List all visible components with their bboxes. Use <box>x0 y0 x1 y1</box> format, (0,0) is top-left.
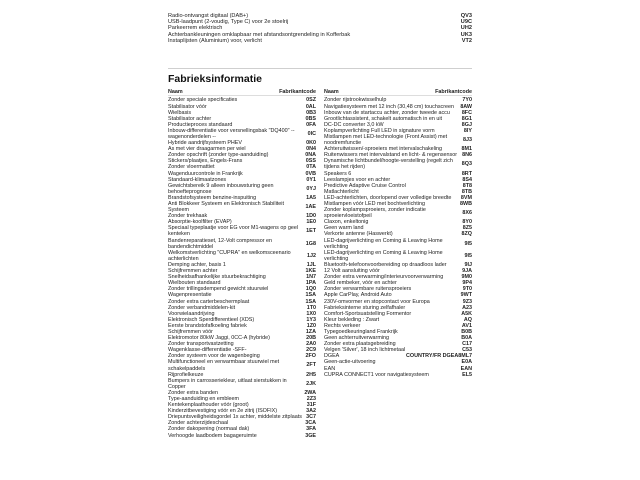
item-code: 0K0 <box>306 140 316 147</box>
item-name: Zonder dakopening (normaal dak) <box>168 426 250 433</box>
item-code: 9T0 <box>462 286 472 293</box>
item-name: Geen warm land <box>324 225 364 232</box>
item-name: Mistlampen met LED-technologie (Front Assist) met noodremfunctie <box>324 133 448 147</box>
item-code: 2FO <box>305 353 316 360</box>
item-code: 8TB <box>461 188 472 195</box>
item-name: Zonder extra plaatsgebreiding <box>324 341 396 348</box>
item-name: Inbouw-differentiatie voor versnellingsbak "DQ400" -- wagenonderdelen -- <box>168 127 295 140</box>
item-code: 0VB <box>305 170 316 177</box>
item-name: Zonder trillingsdempend gewicht stuurwiel <box>168 286 269 293</box>
item-name: Productieproces standaard <box>168 121 233 128</box>
item-name: Matlachterlicht <box>324 188 359 195</box>
item-name: Parkeerrem elektrisch <box>168 25 223 32</box>
table-row <box>324 158 472 170</box>
item-code: 3GE <box>305 432 316 439</box>
item-name: Verkorte antenne (Haswerkt) <box>324 231 393 238</box>
item-name: Anti Blokkeer Systeem en Elektronisch Stabiliteit Systeem <box>168 201 284 214</box>
item-name: Koplampverlichting Full LED in signature vorm <box>324 127 435 134</box>
item-name: Zonder achterzijdeschaal <box>168 420 229 427</box>
column-header <box>168 89 316 96</box>
item-code: 8J3 <box>463 137 472 144</box>
item-name: Kleur bekleding : Zwart <box>324 316 380 323</box>
table-row <box>324 207 472 219</box>
item-code: 1Y3 <box>306 316 316 323</box>
item-name: EAN <box>324 365 336 372</box>
item-code: 1ET <box>306 228 316 235</box>
item-name: Zonder systeem voor de wagenbeging <box>168 353 260 360</box>
item-name: Ruitenwissers met intervalstand en licht- & regensensor <box>324 152 458 159</box>
item-code: 2FT <box>306 362 316 369</box>
item-name: Zonder transportvastzetting <box>168 341 234 348</box>
item-code: 8M1 <box>461 146 472 153</box>
item-name: Elektronisch Sperdifferentieel (XDS) <box>168 316 255 323</box>
item-name: Driepuntsveiligheidsgordel 1x achter, middelste zitplaats <box>168 414 302 421</box>
item-code: 8Y0 <box>462 219 472 226</box>
section-title: Fabrieksinformatie <box>168 73 262 85</box>
item-code: 8N6 <box>462 152 472 159</box>
item-code: AV1 <box>461 322 472 329</box>
table-row <box>168 128 316 140</box>
item-code: 0Y1 <box>306 176 316 183</box>
item-name: Elektromotor 80kW Jaggi, 0CC-A (hybride) <box>168 335 270 342</box>
item-code: 8Q3 <box>461 161 472 168</box>
item-code: 1E0 <box>306 219 316 226</box>
item-code: UK3 <box>460 31 472 38</box>
item-name: Speakers 6 <box>324 170 352 177</box>
table-row <box>168 250 316 262</box>
factory-info-table <box>168 89 472 439</box>
item-name: Zonder opschrift (zonder type-aanduiding) <box>168 152 269 159</box>
top-feature-list <box>168 13 472 44</box>
table-row <box>168 238 316 250</box>
item-name: Stabilisator achter <box>168 115 212 122</box>
table-row <box>168 378 316 390</box>
item-name: Zonder verwarmbare ruitensproeiers <box>324 286 412 293</box>
item-code: 8RT <box>461 170 472 177</box>
item-code: 2Z3 <box>306 396 316 402</box>
item-code: 0B3 <box>306 109 316 116</box>
item-name: Standaard-klimaatzones <box>168 176 227 183</box>
left-rows <box>168 97 316 438</box>
table-row <box>168 38 472 44</box>
item-name: DC-DC converter 3,0 kW <box>324 121 384 128</box>
table-row <box>324 372 472 378</box>
item-name: Comfort-Sportsuatstelling Formentor <box>324 310 412 317</box>
item-name: Gewichtsbereik 9 alleen inbouwsturing geen behoefteprognose <box>168 182 274 195</box>
item-code: 9JA <box>462 268 472 275</box>
table-row <box>168 225 316 237</box>
item-name: DGEA <box>324 353 340 360</box>
item-code: 8GJ <box>461 121 472 128</box>
item-code: EL5 <box>462 371 472 378</box>
table-row <box>168 183 316 195</box>
item-name: Welkomstverlichting "CUPRA" en welkomsceenario achterlichten <box>168 249 291 262</box>
item-name: Demping achter, basis 1 <box>168 261 226 268</box>
right-rows <box>324 97 472 377</box>
header-name: Naam <box>324 89 339 95</box>
item-code: 9WT <box>460 292 472 299</box>
column-header <box>324 89 472 96</box>
item-name: Rechts verkeer <box>324 322 361 329</box>
item-code: 1J2 <box>307 252 316 259</box>
item-name: As met vier draagarmen per wiel <box>168 146 246 153</box>
item-code: 8AW <box>460 103 472 110</box>
item-code: 0FA <box>306 121 316 128</box>
item-code: 2C9 <box>306 347 316 354</box>
item-code: 3CA <box>305 420 316 427</box>
section-divider <box>168 68 472 69</box>
item-name: Type-aanduiding en embleem <box>168 396 240 402</box>
item-code: 0SZ <box>306 97 316 104</box>
item-code: 1ZA <box>305 328 316 335</box>
item-code: 9M0 <box>461 274 472 281</box>
item-name: Zonder vloermattiet <box>168 164 215 171</box>
item-name: LED-dagrijverlichting en Coming & Leaving Home verlichting <box>324 249 443 262</box>
item-code: 1AE <box>305 204 316 211</box>
item-code: 8X6 <box>462 210 472 217</box>
item-code: 1KE <box>305 268 316 275</box>
item-name: Rijprofielkeuze <box>168 371 204 378</box>
item-name: Achteruitwissen/-sproeiers met intervalschakeling <box>324 146 443 153</box>
item-code: A5K <box>461 310 472 317</box>
item-name: Bandenreparatieset, 12-Volt compressor en bandendichtmiddel <box>168 237 272 250</box>
item-name: Zonder speciale specificaties <box>168 97 238 104</box>
item-code: 1G8 <box>305 240 316 247</box>
item-name: Brandstofsysteem benzine-inspuiting <box>168 194 257 201</box>
table-row <box>168 433 316 439</box>
header-code: Fabrikantcode <box>435 89 472 95</box>
item-code: 2A0 <box>306 341 316 348</box>
item-code: 31F <box>306 402 316 409</box>
item-name: Wagenklasse-differentiatie -SFF- <box>168 347 247 354</box>
item-code: 3C7 <box>306 414 316 421</box>
item-name: Geen achterruitverwarming <box>324 335 390 342</box>
item-code: B0B <box>461 328 472 335</box>
header-code: Fabrikantcode <box>279 89 316 95</box>
item-code: 8IY <box>463 127 472 134</box>
item-name: Typegoedkeuringland Frankrijk <box>324 328 398 335</box>
item-name: LED-dagrijverlichting en Coming & Leaving Home verlichting <box>324 237 443 250</box>
item-name: Schijfremmen achter <box>168 268 218 275</box>
item-code: 0AL <box>305 103 316 110</box>
item-code: 1X0 <box>306 310 316 317</box>
left-column <box>168 89 316 439</box>
item-code: C53 <box>462 347 472 354</box>
item-name: Voorwielaandrijving <box>168 310 215 317</box>
item-code: 1A5 <box>306 194 316 201</box>
item-name: Bluetooth-telefoonvoorbereiding op draadloos lader <box>324 261 447 268</box>
item-code: 1SA <box>305 298 316 305</box>
item-name: Zonder rijstrookwisselhulp <box>324 97 387 104</box>
item-name: Zonder trekhaak <box>168 213 208 220</box>
item-code: 0YJ <box>306 185 316 192</box>
item-name: Achterbankleuningen omklapbaar met afstandsontgrendeling in Kofferbak <box>168 31 351 38</box>
item-code: 2WA <box>304 389 316 396</box>
item-name: LED-achterlichten, doorlopend over volledige breedte <box>324 194 452 201</box>
item-name: Predictive Adaptive Cruise Control <box>324 182 406 189</box>
item-code: 9I5 <box>464 252 472 259</box>
item-code: 1PA <box>305 280 316 287</box>
table-row <box>324 134 472 146</box>
item-code: 7Y0 <box>462 97 472 104</box>
item-name: Kentekenplaathouder vóór (groot) <box>168 402 249 409</box>
item-name: Zonder extra banden <box>168 389 219 396</box>
item-name: Leeslampjes voor en achter <box>324 176 391 183</box>
item-name: Hybride aandrijfsysteem PHEV <box>168 140 243 147</box>
item-name: Wagenduurcontrole in Frankrijk <box>168 170 243 177</box>
item-code: 0NA <box>305 152 316 159</box>
item-name: Multifunctioneel en verwarmbaar stuurwiel met schakelpaddels <box>168 359 280 372</box>
item-code: 1Z0 <box>306 322 316 329</box>
item-code: 8S4 <box>462 176 472 183</box>
item-code: 20B <box>306 335 316 342</box>
item-name: 12 Volt aansluiting vóór <box>324 268 380 275</box>
item-name: Wielbasis <box>168 109 192 116</box>
item-code: 0TA <box>306 164 316 171</box>
item-name: Instaplijsten (Aluminium) voor, verlicht <box>168 37 262 44</box>
item-name: Navigatiesysteem met 12 inch (30,48 cm) touchscreen <box>324 103 455 110</box>
item-name: Zonder verbandmiddelen-kit <box>168 304 236 311</box>
item-code: 0BS <box>305 115 316 122</box>
item-code: E0A <box>461 359 472 366</box>
item-code: 1JL <box>306 261 316 268</box>
item-name: Grootlichtassistent, schakelt automatisch in en uit <box>324 115 443 122</box>
item-code: 8ZQ <box>461 231 472 238</box>
table-row <box>324 238 472 250</box>
item-name: Zonder koplampsproeiers, zonder indicatie sproeiervloeistofpeil <box>324 207 426 220</box>
item-code: UH2 <box>460 25 472 32</box>
item-code: COUNTRY/FR DGEA8ML7 <box>406 353 472 360</box>
item-code: VT2 <box>461 37 472 44</box>
item-code: AQ <box>463 316 472 323</box>
item-name: Verhoogde laadbodem bagageruimte <box>168 432 257 439</box>
item-name: Speciaal typeplaatje voor EG voor M1-wagens op geel kenteken <box>168 225 299 238</box>
item-name: Geen-actie-uitvoering <box>324 359 376 366</box>
item-code: QV3 <box>460 13 472 19</box>
item-name: Inbouw van de startaccu achter, zonder tweede accu <box>324 109 450 116</box>
item-code: 9I5 <box>464 240 472 247</box>
item-code: 8WB <box>460 201 472 207</box>
item-code: 3FA <box>306 426 316 433</box>
item-name: Schijfremmen vóór <box>168 328 213 335</box>
item-name: CUPRA CONNECT1 voor navigatiesysteem <box>324 371 429 378</box>
item-name: Stickers/plaatjes, Engels-Frans <box>168 158 243 165</box>
item-name: Zonder extra verwarming/interieurvoorverwarming <box>324 274 444 281</box>
item-code: 9P4 <box>462 280 472 287</box>
item-code: 1T0 <box>306 304 316 311</box>
item-code: 3A2 <box>306 408 316 415</box>
item-code: A23 <box>462 304 472 311</box>
table-row <box>324 250 472 262</box>
item-code: 8T8 <box>462 182 472 189</box>
item-name: Dynamische lichtbundel/hoogte-verstelling (regelt zich tijdens het rijden) <box>324 158 453 171</box>
item-name: Geld rembeker, vóór en achter <box>324 280 397 287</box>
item-code: 8VM <box>460 194 472 201</box>
item-name: Absorptie-koolfilter (EVAP) <box>168 219 232 226</box>
item-code: 0N4 <box>306 146 316 153</box>
item-name: Stabilisator vóór <box>168 103 207 110</box>
table-row <box>168 201 316 213</box>
right-column <box>324 89 472 439</box>
item-name: Zonder extra carterbeschermplaat <box>168 298 250 305</box>
item-name: Fabrieksinterne sturing zelfafhaler <box>324 304 406 311</box>
item-code: 1SA <box>305 292 316 299</box>
item-name: USB-laadpunt (2-voudig, Type C) voor 2e stoelrij <box>168 19 289 26</box>
item-code: U9C <box>460 19 472 26</box>
item-name: 230V-omvormer en stopcontact voor Europa <box>324 298 430 305</box>
item-code: 8Z5 <box>462 225 472 232</box>
item-name: Wagenpresentatie <box>168 292 212 299</box>
item-code: 8FC <box>461 109 472 116</box>
item-code: 8G1 <box>461 115 472 122</box>
item-code: 0SS <box>305 158 316 165</box>
item-code: 1Q0 <box>305 286 316 293</box>
item-name: Claxon, enkeltonig <box>324 219 369 226</box>
item-name: Snelheidsafhankelijke stuurbekrachtiging <box>168 274 266 281</box>
item-name: Radio-ontvangst digitaal (DAB+) <box>168 13 249 19</box>
item-code: 1N7 <box>306 274 316 281</box>
item-name: Velgen 'Silver', 18 inch lichtmetaal <box>324 347 406 354</box>
item-code: B0A <box>461 335 472 342</box>
item-name: Wielbouten standaard <box>168 280 221 287</box>
item-name: Mistlampen vóór LED met bochtverlichting <box>324 201 425 207</box>
header-name: Naam <box>168 89 183 95</box>
item-code: EAN <box>460 365 472 372</box>
table-row <box>168 359 316 371</box>
item-code: 0IC <box>307 130 316 137</box>
item-code: 2JK <box>306 380 316 387</box>
item-name: Kinderzitbevestiging vóór en 2e zitrij (ISOFIX) <box>168 408 278 415</box>
item-name: Bumpers in carrosseriekleur, uitlaat sierstukken in Copper <box>168 377 287 390</box>
item-name: Eerste brandstofafkoeling fabriek <box>168 322 247 329</box>
item-code: 2H5 <box>306 371 316 378</box>
item-code: 9Z3 <box>462 298 472 305</box>
item-code: C17 <box>462 341 472 348</box>
item-code: 9IJ <box>464 261 472 268</box>
item-code: 1D0 <box>306 213 316 220</box>
item-name: Apple CarPlay, Android Auto <box>324 292 392 299</box>
